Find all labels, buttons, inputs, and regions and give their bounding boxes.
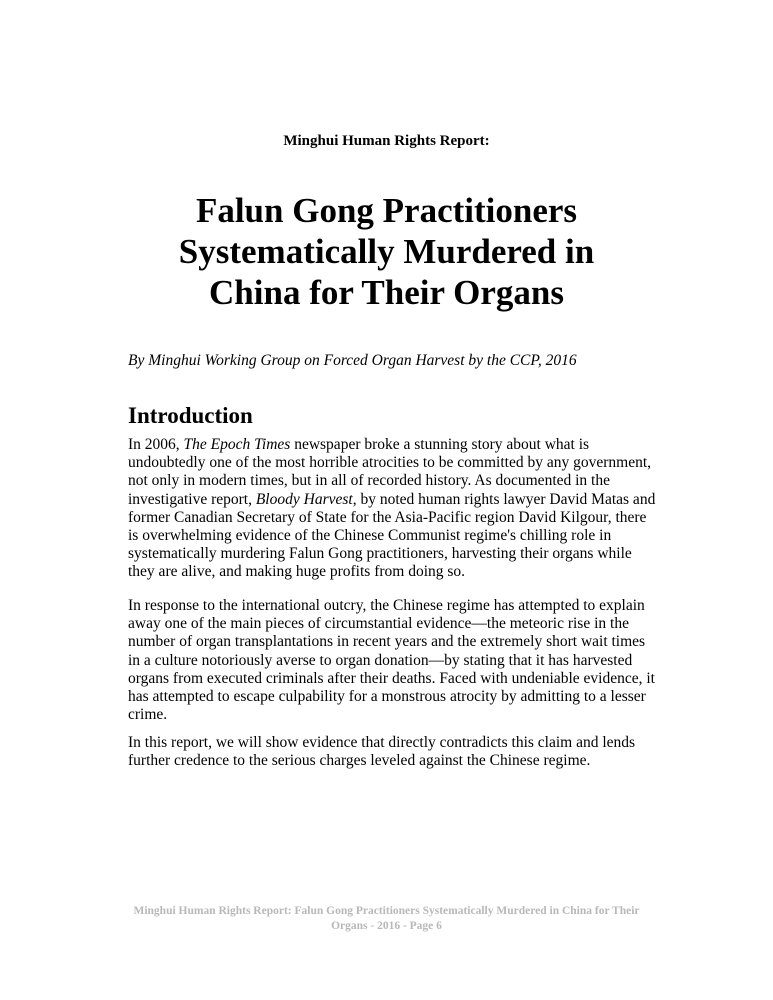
line-text: they are alive, and making huge profits from doing so. — [128, 563, 466, 581]
line-text: is overwhelming evidence of the Chinese Communist regime's chilling role in — [128, 527, 612, 545]
italic-title: Bloody Harvest — [255, 490, 353, 508]
report-kicker: Minghui Human Rights Report: — [283, 133, 490, 149]
paragraph — [128, 597, 658, 724]
footer-line: Minghui Human Rights Report: Falun Gong Practitioners Systematically Murdered in China for Their — [133, 905, 640, 917]
paragraph-line — [128, 734, 658, 752]
paragraph-line — [128, 652, 658, 670]
line-text: In this report, we will show evidence that directly contradicts this claim and lends — [128, 734, 636, 751]
italic-title: The Epoch Times — [183, 436, 291, 453]
paragraph-line — [128, 491, 658, 509]
line-text: In response to the international outcry, the Chinese regime has attempted to explain — [128, 597, 645, 614]
line-text: crime. — [128, 706, 168, 724]
line-text: in a culture notoriously averse to organ donation—by stating that it has harvested — [128, 651, 633, 669]
paragraph-line — [128, 670, 658, 688]
line-text: newspaper broke a stunning story about what is — [290, 436, 590, 453]
line-text: not only in modern times, but in all of recorded history. As documented in the — [128, 472, 610, 490]
document-title — [0, 190, 773, 313]
paragraph-line — [128, 509, 658, 527]
line-text: undoubtedly one of the most horrible atrocities to be committed by any government, — [128, 454, 652, 472]
paragraph-line — [128, 545, 658, 563]
title-line: Falun Gong Practitioners — [195, 191, 578, 230]
line-text: investigative report, — [128, 490, 256, 508]
paragraph-line — [128, 615, 658, 633]
line-text: systematically murdering Falun Gong practitioners, harvesting their organs while — [128, 545, 632, 563]
byline: By Minghui Working Group on Forced Organ Harvest by the CCP, 2016 — [128, 352, 577, 369]
paragraph-line — [128, 454, 658, 472]
line-text: away one of the main pieces of circumstantial evidence—the meteoric rise in the — [128, 615, 629, 633]
paragraph-line — [128, 563, 658, 581]
section-heading: Introduction — [128, 403, 253, 428]
paragraph-line — [128, 706, 658, 724]
paragraph-line — [128, 597, 658, 615]
page-footer — [0, 904, 773, 934]
title-line: Systematically Murdered in — [178, 232, 595, 271]
line-text: In 2006, — [128, 436, 184, 453]
line-text: , by noted human rights lawyer David Matas and — [352, 490, 656, 508]
line-text: former Canadian Secretary of State for the Asia-Pacific region David Kilgour, there — [128, 508, 647, 526]
paragraph-line — [128, 688, 658, 706]
paragraph-line — [128, 527, 658, 545]
line-text: organs from executed criminals after their deaths. Faced with undeniable evidence, it — [128, 669, 655, 687]
line-text: number of organ transplantations in recent years and the extremely short wait times — [128, 633, 646, 651]
paragraph — [128, 734, 658, 770]
footer-line: Organs - 2016 - Page 6 — [331, 920, 442, 932]
paragraph-line — [128, 436, 658, 454]
line-text: has attempted to escape culpability for a monstrous atrocity by admitting to a lesser — [128, 688, 646, 706]
paragraph-line — [128, 633, 658, 651]
paragraph-line — [128, 472, 658, 490]
title-line: China for Their Organs — [209, 273, 564, 312]
paragraph — [128, 436, 658, 582]
line-text: further credence to the serious charges leveled against the Chinese regime. — [128, 752, 591, 770]
paragraph-line — [128, 752, 658, 770]
